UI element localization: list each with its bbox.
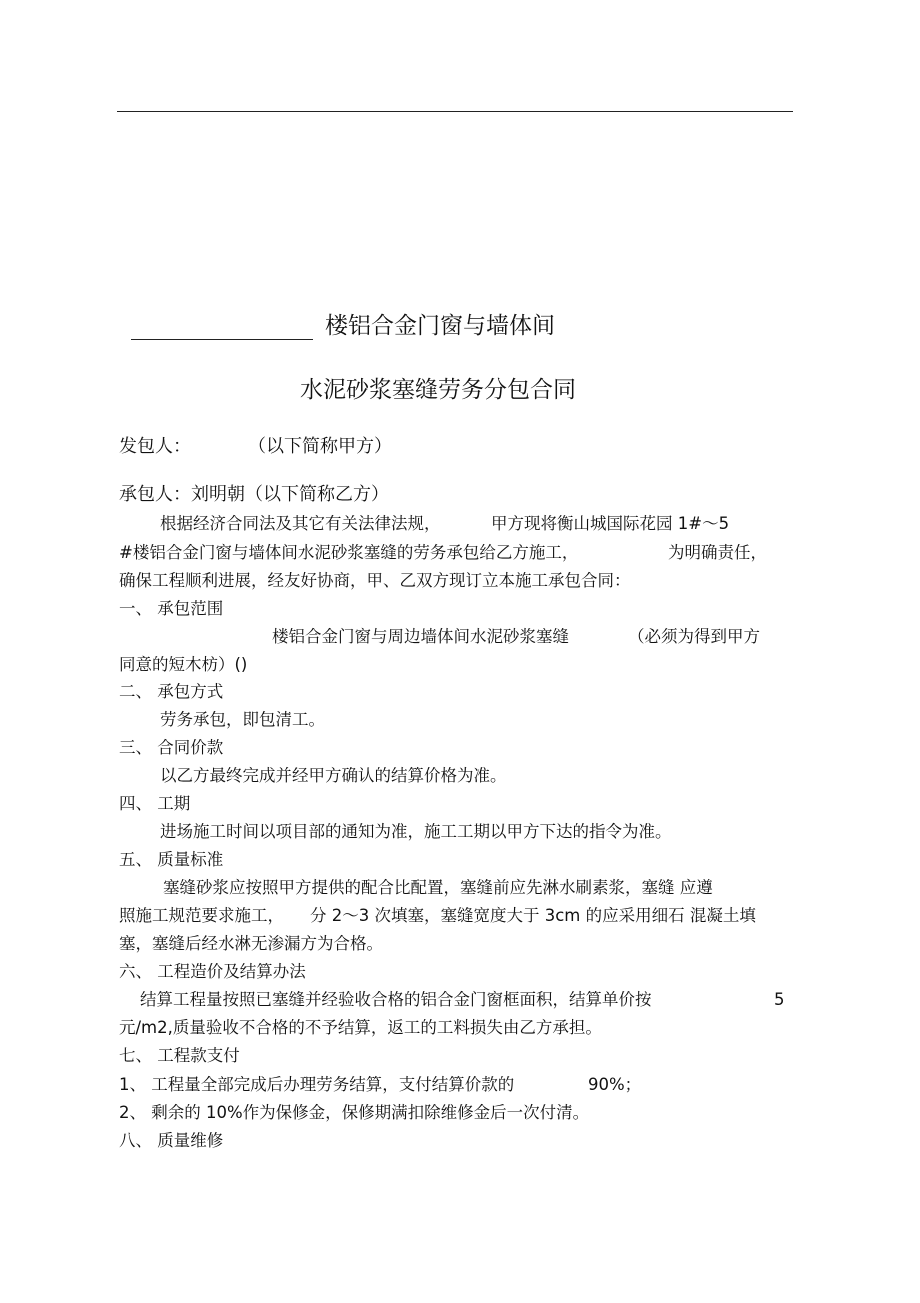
section-4-text: 进场施工时间以项目部的通知为准，施工工期以甲方下达的指令为准。 [160, 822, 672, 841]
subcontractor-line: 承包人：刘明朝（以下简称乙方） [119, 484, 389, 505]
section-6-line-1a: 结算工程量按照已塞缝并经验收合格的铝合金门窗框面积，结算单价按 [140, 990, 652, 1009]
title-line-1: 楼铝合金门窗与墙体间 [325, 313, 555, 339]
section-6-line-2: 元/m2,质量验收不合格的不予结算，返工的工料损失由乙方承担。 [119, 1018, 602, 1037]
intro-line-2b: 为明确责任， [668, 543, 767, 562]
intro-line-1b: 甲方现将衡山城国际花园 1#～5 [491, 514, 730, 533]
section-1-line-1b: （必须为得到甲方 [628, 627, 760, 646]
section-3-text: 以乙方最终完成并经甲方确认的结算价格为准。 [160, 766, 507, 785]
section-2-text: 劳务承包，即包清工。 [160, 710, 325, 729]
section-7-item-1a: 1、 工程量全部完成后办理劳务结算，支付结算价款的 [119, 1075, 515, 1094]
section-5-line-3: 塞，塞缝后经水淋无渗漏方为合格。 [119, 934, 383, 953]
contractor-label: 发包人： [119, 436, 191, 457]
section-5-line-2b: 分 2～3 次填塞，塞缝宽度大于 3cm 的应采用细石 混凝土填 [310, 906, 756, 925]
section-1-heading: 一、 承包范围 [119, 599, 224, 618]
section-1-line-1a: 楼铝合金门窗与周边墙体间水泥砂浆塞缝 [272, 627, 569, 646]
section-8-heading: 八、 质量维修 [119, 1131, 224, 1150]
section-3-heading: 三、 合同价款 [119, 738, 224, 757]
title-line-2: 水泥砂浆塞缝劳务分包合同 [300, 377, 576, 403]
intro-line-1a: 根据经济合同法及其它有关法律法规， [160, 514, 441, 533]
contractor-note: （以下简称甲方） [248, 436, 392, 457]
section-5-line-2a: 照施工规范要求施工， [119, 906, 284, 925]
section-7-heading: 七、 工程款支付 [119, 1046, 240, 1065]
section-4-heading: 四、 工期 [119, 794, 191, 813]
header-rule [117, 111, 793, 112]
section-6-line-1b: 5 [774, 990, 785, 1009]
section-5-heading: 五、 质量标准 [119, 850, 224, 869]
title-blank-underline [131, 339, 313, 340]
section-6-heading: 六、 工程造价及结算办法 [119, 962, 306, 981]
section-5-line-1: 塞缝砂浆应按照甲方提供的配合比配置，塞缝前应先淋水刷素浆，塞缝 应遵 [163, 878, 713, 897]
section-7-item-1b: 90%； [588, 1075, 642, 1094]
section-2-heading: 二、 承包方式 [119, 682, 224, 701]
intro-line-3: 确保工程顺利进展，经友好协商，甲、乙双方现订立本施工承包合同： [119, 571, 631, 590]
section-1-line-2: 同意的短木枋）() [119, 655, 248, 674]
intro-line-2a: #楼铝合金门窗与墙体间水泥砂浆塞缝的劳务承包给乙方施工， [119, 543, 579, 562]
section-7-item-2: 2、 剩余的 10%作为保修金，保修期满扣除维修金后一次付清。 [119, 1103, 590, 1122]
